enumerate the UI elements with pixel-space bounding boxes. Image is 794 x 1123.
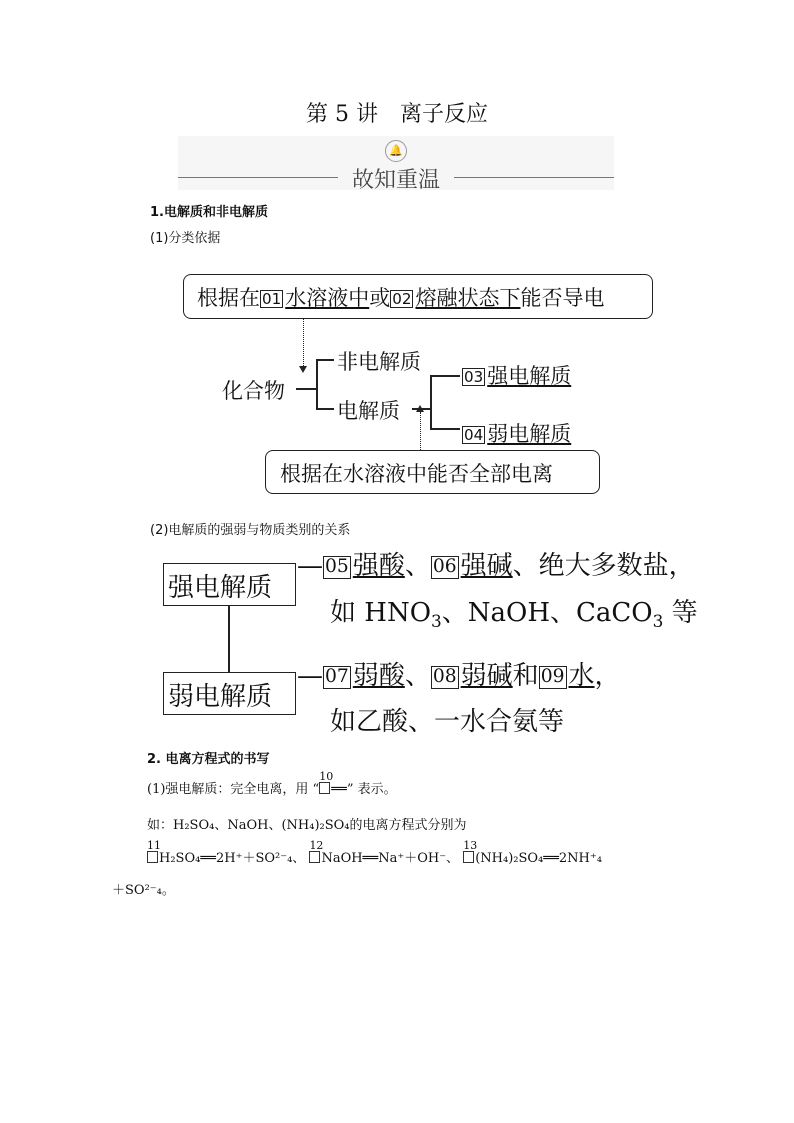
subheading: (2)电解质的强弱与物质类别的关系 — [150, 523, 351, 538]
bell-icon: 🔔 — [385, 140, 407, 162]
blank-number: 01 — [262, 289, 282, 308]
arrow-icon — [299, 366, 307, 373]
section-heading: 2. 电离方程式的书写 — [147, 752, 270, 767]
section-heading: 1.电解质和非电解质 — [150, 205, 268, 220]
banner-title: 故知重温 — [351, 168, 440, 193]
answer-blank[interactable]: 10 — [319, 782, 330, 794]
criterion-top: 根据在 01 水溶液中或 02 熔融状态下能否导电 — [197, 286, 605, 310]
subheading: (1)分类依据 — [150, 231, 221, 246]
answer-blank[interactable]: 11 — [147, 851, 158, 863]
section-banner — [178, 136, 614, 193]
answer-blank[interactable]: 13 — [463, 851, 474, 863]
blank-number: 02 — [392, 289, 412, 308]
criterion-bottom: 根据在水溶液中能否全部电离 — [280, 462, 553, 486]
page-title: 第 5 讲 离子反应 — [306, 102, 488, 127]
arrow-icon — [416, 405, 424, 412]
answer-blank[interactable]: 12 — [309, 851, 320, 863]
document-page: 第 5 讲 离子反应 🔔 故知重温 1.电解质和非电解质 (1)分类依据 根据在 01 水溶液中或 02 熔融状态下能否导电 化合物 非电解质 电解质 03 强电解质 04 弱电解质 根据在水溶液中能否全部电离 (2)电解质的强弱与物质类别的关系 强电解质 弱电解质 — 05 强酸、 06 强碱、绝大多数盐， 如 $HNO_3$、NaOH、CaCO$_3$ 等 — 07 弱酸、 08 弱碱和 09 水， 如乙酸、一水合氨等 2. 电离方程式的书写 (1)强电解质：完全电离，用 “ 10 ══” 表示。 如：H₂SO₄、NaOH、(NH₄)₂SO₄的电离方程式分别为 11 H₂SO₄══2H⁺＋SO²⁻₄、 12 NaOH══Na⁺＋OH⁻、 13 (NH₄)₂SO₄══2NH⁺₄ ＋SO²⁻₄。 — [0, 0, 794, 1123]
equation-line: 11 H₂SO₄══2H⁺＋SO²⁻₄、 12 NaOH══Na⁺＋OH⁻、 13 (NH₄)₂SO₄══2NH⁺₄ — [147, 839, 602, 866]
